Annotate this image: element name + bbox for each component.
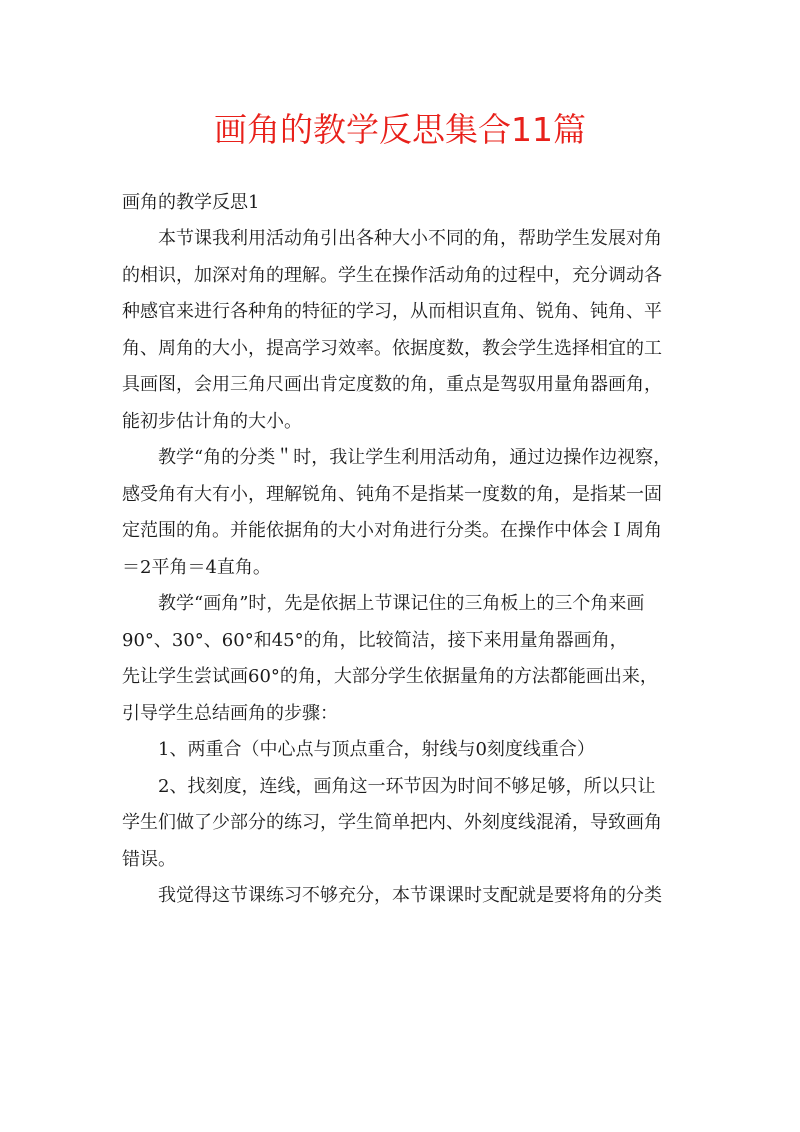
paragraph-line: 具画图，会用三角尺画出肯定度数的角，重点是驾驭用量角器画角， (122, 374, 662, 395)
paragraph-line: ＝2平角＝4直角。 (122, 556, 271, 578)
paragraph-line: 90°、30°、60°和45°的角，比较简洁，接下来用量角器画角， (122, 629, 628, 651)
paragraph-line: 能初步估计角的大小。 (122, 410, 302, 432)
paragraph-1 (122, 221, 682, 440)
paragraph-line: 定范围的角。并能依据角的大小对角进行分类。在操作中体会Ｉ周角 (122, 520, 662, 541)
paragraph-line: 先让学生尝试画60°的角，大部分学生依据量角的方法都能画出来， (122, 666, 658, 687)
paragraph-line: 本节课我利用活动角引出各种大小不同的角，帮助学生发展对角 (158, 228, 662, 249)
paragraph-6 (122, 878, 682, 915)
paragraph-line: 1、两重合（中心点与顶点重合，射线与0刻度线重合） (158, 739, 595, 760)
paragraph-line: 的相识，加深对角的理解。学生在操作活动角的过程中，充分调动各 (122, 264, 662, 286)
paragraph-5 (122, 769, 682, 879)
paragraph-line: 教学“角的分类＂时，我让学生利用活动角，通过边操作边视察， (158, 447, 672, 468)
section-heading: 画角的教学反思1 (122, 192, 260, 213)
paragraph-2 (122, 440, 682, 586)
paragraph-line: 引导学生总结画角的步骤： (122, 702, 338, 724)
paragraph-line: 角、周角的大小，提高学习效率。依据度数，教会学生选择相宜的工 (122, 337, 662, 359)
document-body (122, 185, 682, 915)
paragraph-3 (122, 586, 682, 732)
document-title: 画角的教学反思集合11篇 (214, 110, 586, 149)
paragraph-line: 感受角有大有小，理解锐角、钝角不是指某一度数的角，是指某一固 (122, 483, 662, 505)
paragraph-line: 种感官来进行各种角的特征的学习，从而相识直角、锐角、钝角、平 (122, 301, 662, 322)
paragraph-line: 教学“画角”时，先是依据上节课记住的三角板上的三个角来画 (158, 593, 645, 614)
paragraph-4 (122, 732, 682, 769)
paragraph-line: 2、找刻度，连线，画角这一环节因为时间不够足够，所以只让 (158, 775, 656, 797)
paragraph-line: 错误。 (122, 848, 176, 870)
paragraph-line: 我觉得这节课练习不够充分，本节课课时支配就是要将角的分类 (158, 885, 662, 906)
paragraph-line: 学生们做了少部分的练习，学生简单把内、外刻度线混淆，导致画角 (122, 812, 662, 833)
